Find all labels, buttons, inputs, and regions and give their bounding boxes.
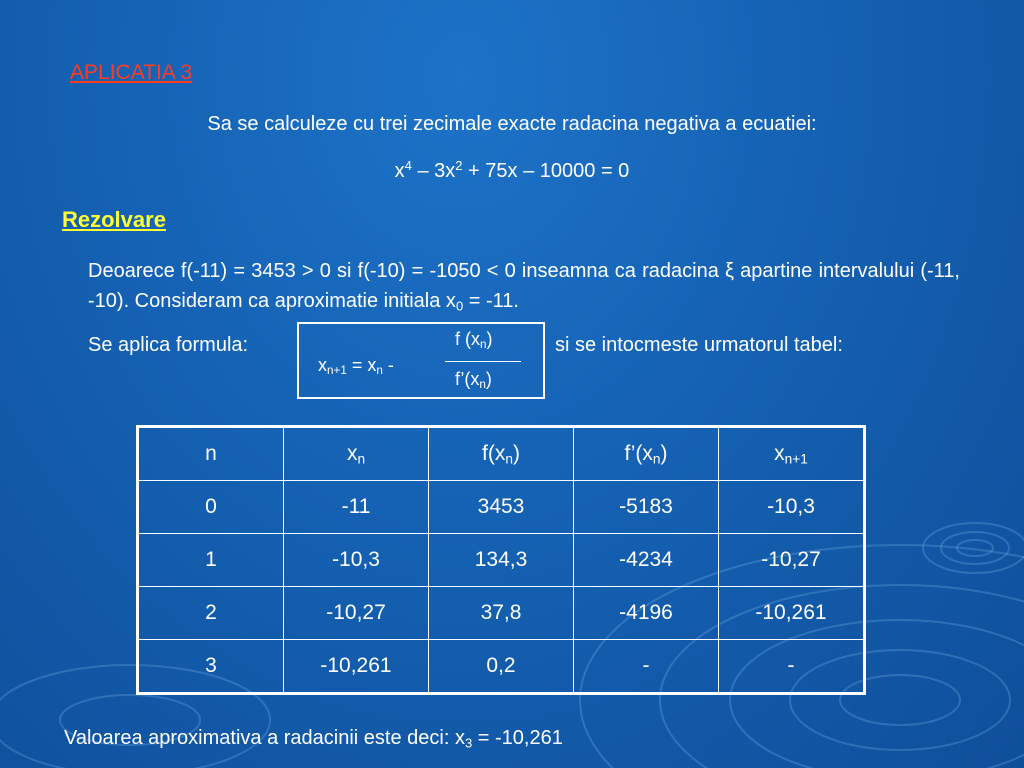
iteration-table: [136, 425, 866, 695]
header-main: x: [346, 441, 358, 465]
conclusion-sub: 3: [464, 735, 473, 751]
table-cell: -10,27: [719, 534, 865, 587]
table-cell: 134,3: [429, 534, 574, 587]
formula-intro: Se aplica formula:: [88, 334, 249, 356]
table-cell: 3453: [429, 481, 574, 534]
table-cell: 3: [138, 640, 284, 694]
header-close: ): [660, 441, 668, 465]
eq-part-3: + 75x – 10000 = 0: [462, 160, 630, 183]
table-cell: -5183: [574, 481, 719, 534]
rezolvare-heading: Rezolvare: [62, 207, 166, 232]
header-sub: n: [357, 451, 366, 467]
formula-minus: -: [382, 355, 394, 375]
paragraph-sub: 0: [455, 298, 464, 314]
formula-lhs: [318, 355, 394, 377]
slide-title: APLICATIA 3: [70, 61, 193, 84]
header-main: n: [205, 441, 217, 465]
table-cell: -11: [284, 481, 429, 534]
eq-exp-2: 2: [455, 158, 463, 173]
eq-part-2: – 3x: [411, 160, 456, 183]
problem-statement: Sa se calculeze cu trei zecimale exacte radacina negativa a ecuatiei:: [207, 113, 817, 135]
conclusion: [64, 727, 563, 750]
table-cell: 2: [138, 587, 284, 640]
formula-denominator: [455, 369, 492, 391]
header-main: x: [774, 441, 785, 465]
header-main: f(x: [482, 441, 506, 465]
formula-num-close: ): [486, 329, 493, 349]
equation: [0, 158, 1024, 183]
header-cell-n: [138, 427, 284, 481]
header-sub: n+1: [784, 451, 808, 467]
header-cell-xn: [284, 427, 429, 481]
header-main: f’(x: [624, 441, 653, 465]
fraction-line: [445, 361, 521, 362]
paragraph-text: Deoarece f(-11) = 3453 > 0 si f(-10) = -1050 < 0 inseamna ca radacina ξ apartine intervalului (-11, -10). Consideram ca aproximatie initiala x: [88, 260, 960, 312]
formula-num-sub: n: [480, 337, 487, 351]
formula-den-f: f’(x: [455, 369, 480, 389]
header-cell-fxn: [429, 427, 574, 481]
conclusion-text: Valoarea aproximativa a radacinii este deci: x: [64, 727, 465, 749]
table-cell: 0: [138, 481, 284, 534]
formula-numerator: [455, 329, 493, 351]
header-sub: n: [505, 451, 513, 467]
table-row: [138, 534, 865, 587]
explanation-paragraph: [88, 256, 960, 321]
formula-den-sub: n: [479, 377, 486, 391]
eq-exp-1: 4: [404, 158, 412, 173]
conclusion-tail: = -10,261: [472, 727, 563, 749]
paragraph-tail: = -11.: [463, 290, 519, 312]
table-cell: 0,2: [429, 640, 574, 694]
formula-eq: = x: [346, 355, 377, 375]
formula-lhs-sub: n+1: [327, 363, 347, 377]
table-cell: -4234: [574, 534, 719, 587]
header-close: ): [512, 441, 520, 465]
table-cell: -: [574, 640, 719, 694]
formula-num-f: f (x: [455, 329, 480, 349]
table-cell: -4196: [574, 587, 719, 640]
table-cell: -10,27: [284, 587, 429, 640]
formula-eq-sub: n: [376, 363, 383, 377]
formula-den-close: ): [485, 369, 492, 389]
table-cell: -10,261: [719, 587, 865, 640]
table-cell: -: [719, 640, 865, 694]
table-cell: -10,3: [284, 534, 429, 587]
header-sub: n: [652, 451, 661, 467]
table-cell: 1: [138, 534, 284, 587]
table-row: [138, 481, 865, 534]
formula-lhs-x: x: [318, 355, 327, 375]
table-header-row: [138, 427, 865, 481]
table-cell: -10,3: [719, 481, 865, 534]
table-intro: si se intocmeste urmatorul tabel:: [555, 334, 843, 356]
header-cell-fprime-xn: [574, 427, 719, 481]
table-row: [138, 640, 865, 694]
table-cell: -10,261: [284, 640, 429, 694]
table-cell: 37,8: [429, 587, 574, 640]
eq-part-1: x: [394, 160, 405, 183]
header-cell-xn1: [719, 427, 865, 481]
table-row: [138, 587, 865, 640]
